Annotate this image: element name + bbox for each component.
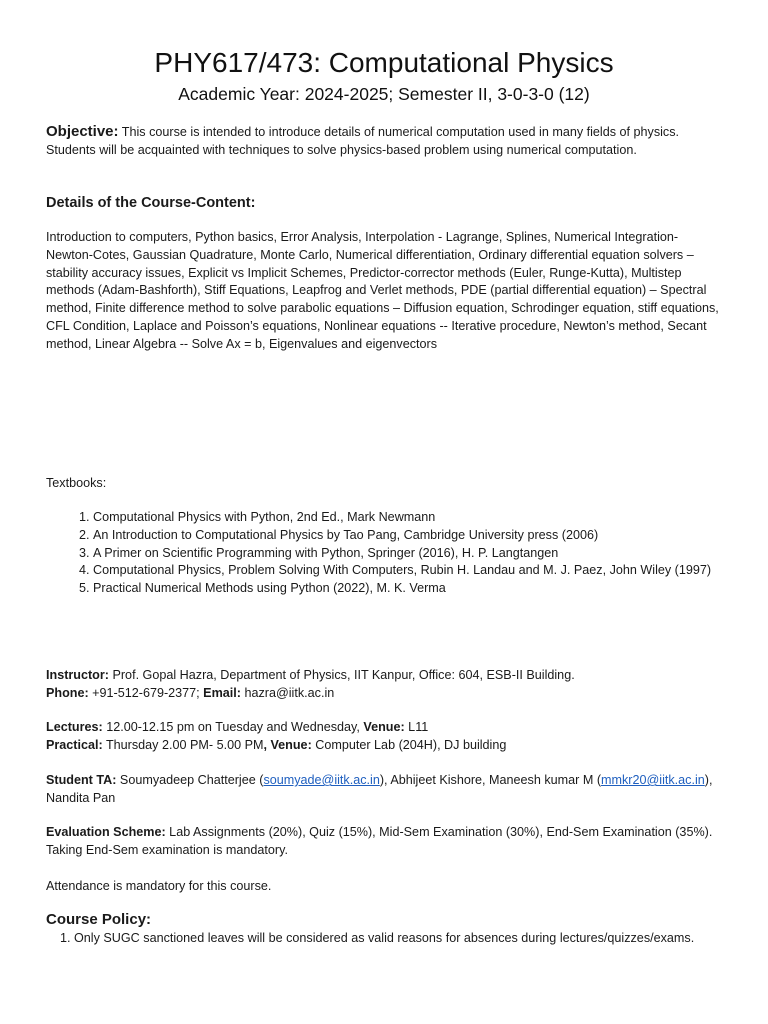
ta-mid: ), Abhijeet Kishore, Maneesh kumar M ( <box>379 773 602 787</box>
textbooks-list <box>46 509 726 598</box>
page-title: PHY617/473: Computational Physics <box>154 47 614 78</box>
ta-section <box>46 772 726 808</box>
email-value: hazra@iitk.ac.in <box>240 685 335 700</box>
lectures-label: Lectures: <box>46 720 103 734</box>
objective-section <box>46 123 726 160</box>
evaluation-section <box>46 824 726 860</box>
objective-text: This course is intended to introduce details of numerical computation used in many fields of physics. Students will be acquainted with techniques to solve physics-based problem using numerical computation. <box>46 125 680 157</box>
practical-venue-label: , Venue: <box>263 737 312 752</box>
list-item: 3. A Primer on Scientific Programming with Python, Springer (2016), H. P. Langtangen <box>93 545 726 563</box>
lectures-text: 12.00-12.15 pm on Tuesday and Wednesday, <box>102 720 364 734</box>
textbooks-heading: Textbooks: <box>46 476 107 490</box>
instructor-label: Instructor: <box>46 668 109 682</box>
lectures-venue: L11 <box>404 720 429 734</box>
list-item: 5. Practical Numerical Methods using Python (2022), M. K. Verma <box>93 580 726 598</box>
phone-label: Phone: <box>46 685 89 700</box>
instructor-section <box>46 667 726 703</box>
instructor-text: Prof. Gopal Hazra, Department of Physics, IIT Kanpur, Office: 604, ESB-II Building. <box>108 668 575 682</box>
policy-item: 1. Only SUGC sanctioned leaves will be considered as valid reasons for absences during lectures/quizzes/exams. <box>46 931 695 945</box>
evaluation-label: Evaluation Scheme: <box>46 825 166 839</box>
practical-label: Practical: <box>46 737 103 752</box>
evaluation-text: Lab Assignments (20%), Quiz (15%), Mid-Sem Examination (30%), End-Sem Examination (35%). Taking End-Sem examination is mandatory. <box>46 825 713 857</box>
email-label: Email: <box>203 685 241 700</box>
phone-value: +91-512-679-2377; <box>88 685 204 700</box>
ta-name1: Soumyadeep Chatterjee ( <box>116 773 264 787</box>
course-content-heading: Details of the Course-Content: <box>46 195 256 211</box>
list-item: 2. An Introduction to Computational Physics by Tao Pang, Cambridge University press (2006) <box>93 527 726 545</box>
page-subtitle: Academic Year: 2024-2025; Semester II, 3-0-3-0 (12) <box>178 84 590 104</box>
attendance-note: Attendance is mandatory for this course. <box>46 879 272 893</box>
practical-text: Thursday 2.00 PM- 5.00 PM <box>102 737 264 752</box>
lectures-section <box>46 719 726 755</box>
list-item: 4. Computational Physics, Problem Solving With Computers, Rubin H. Landau and M. J. Paez, John Wiley (1997) <box>93 562 726 580</box>
ta-label: Student TA: <box>46 773 117 787</box>
practical-venue: Computer Lab (204H), DJ building <box>311 737 507 752</box>
list-item: 1. Computational Physics with Python, 2nd Ed., Mark Newmann <box>93 509 726 527</box>
ta-email-link-2[interactable]: mmkr20@iitk.ac.in <box>601 773 705 787</box>
policy-heading: Course Policy: <box>46 911 152 928</box>
lectures-venue-label: Venue: <box>363 720 405 734</box>
textbooks-list-container <box>46 509 726 598</box>
course-content-text: Introduction to computers, Python basics, Error Analysis, Interpolation - Lagrange, Splines, Numerical Integration- Newton-Cotes, Gaussian Quadrature, Monte Carlo, Numerical differentiation, Ordinary differential equation solvers – stability accuracy issues, Explicit vs Implicit Schemes, Predictor-corrector methods (Euler, Runge-Kutta), Multistep methods (Adam-Bashforth), Stiff Equations, Leapfrog and Verlet methods, PDE (partial differential equation) – Spectral method, Finite difference method to solve parabolic equations – Diffusion equation, Schrodinger equation, stiff equations, CFL Condition, Laplace and Poisson’s equations, Nonlinear equations -- Iterative procedure, Newton’s method, Secant method, Linear Algebra -- Solve Ax = b, Eigenvalues and eigenvectors <box>46 230 719 351</box>
ta-end: ), Nandita Pan <box>46 773 713 805</box>
objective-label: Objective: <box>46 123 119 140</box>
ta-email-link-1[interactable]: soumyade@iitk.ac.in <box>263 773 380 787</box>
